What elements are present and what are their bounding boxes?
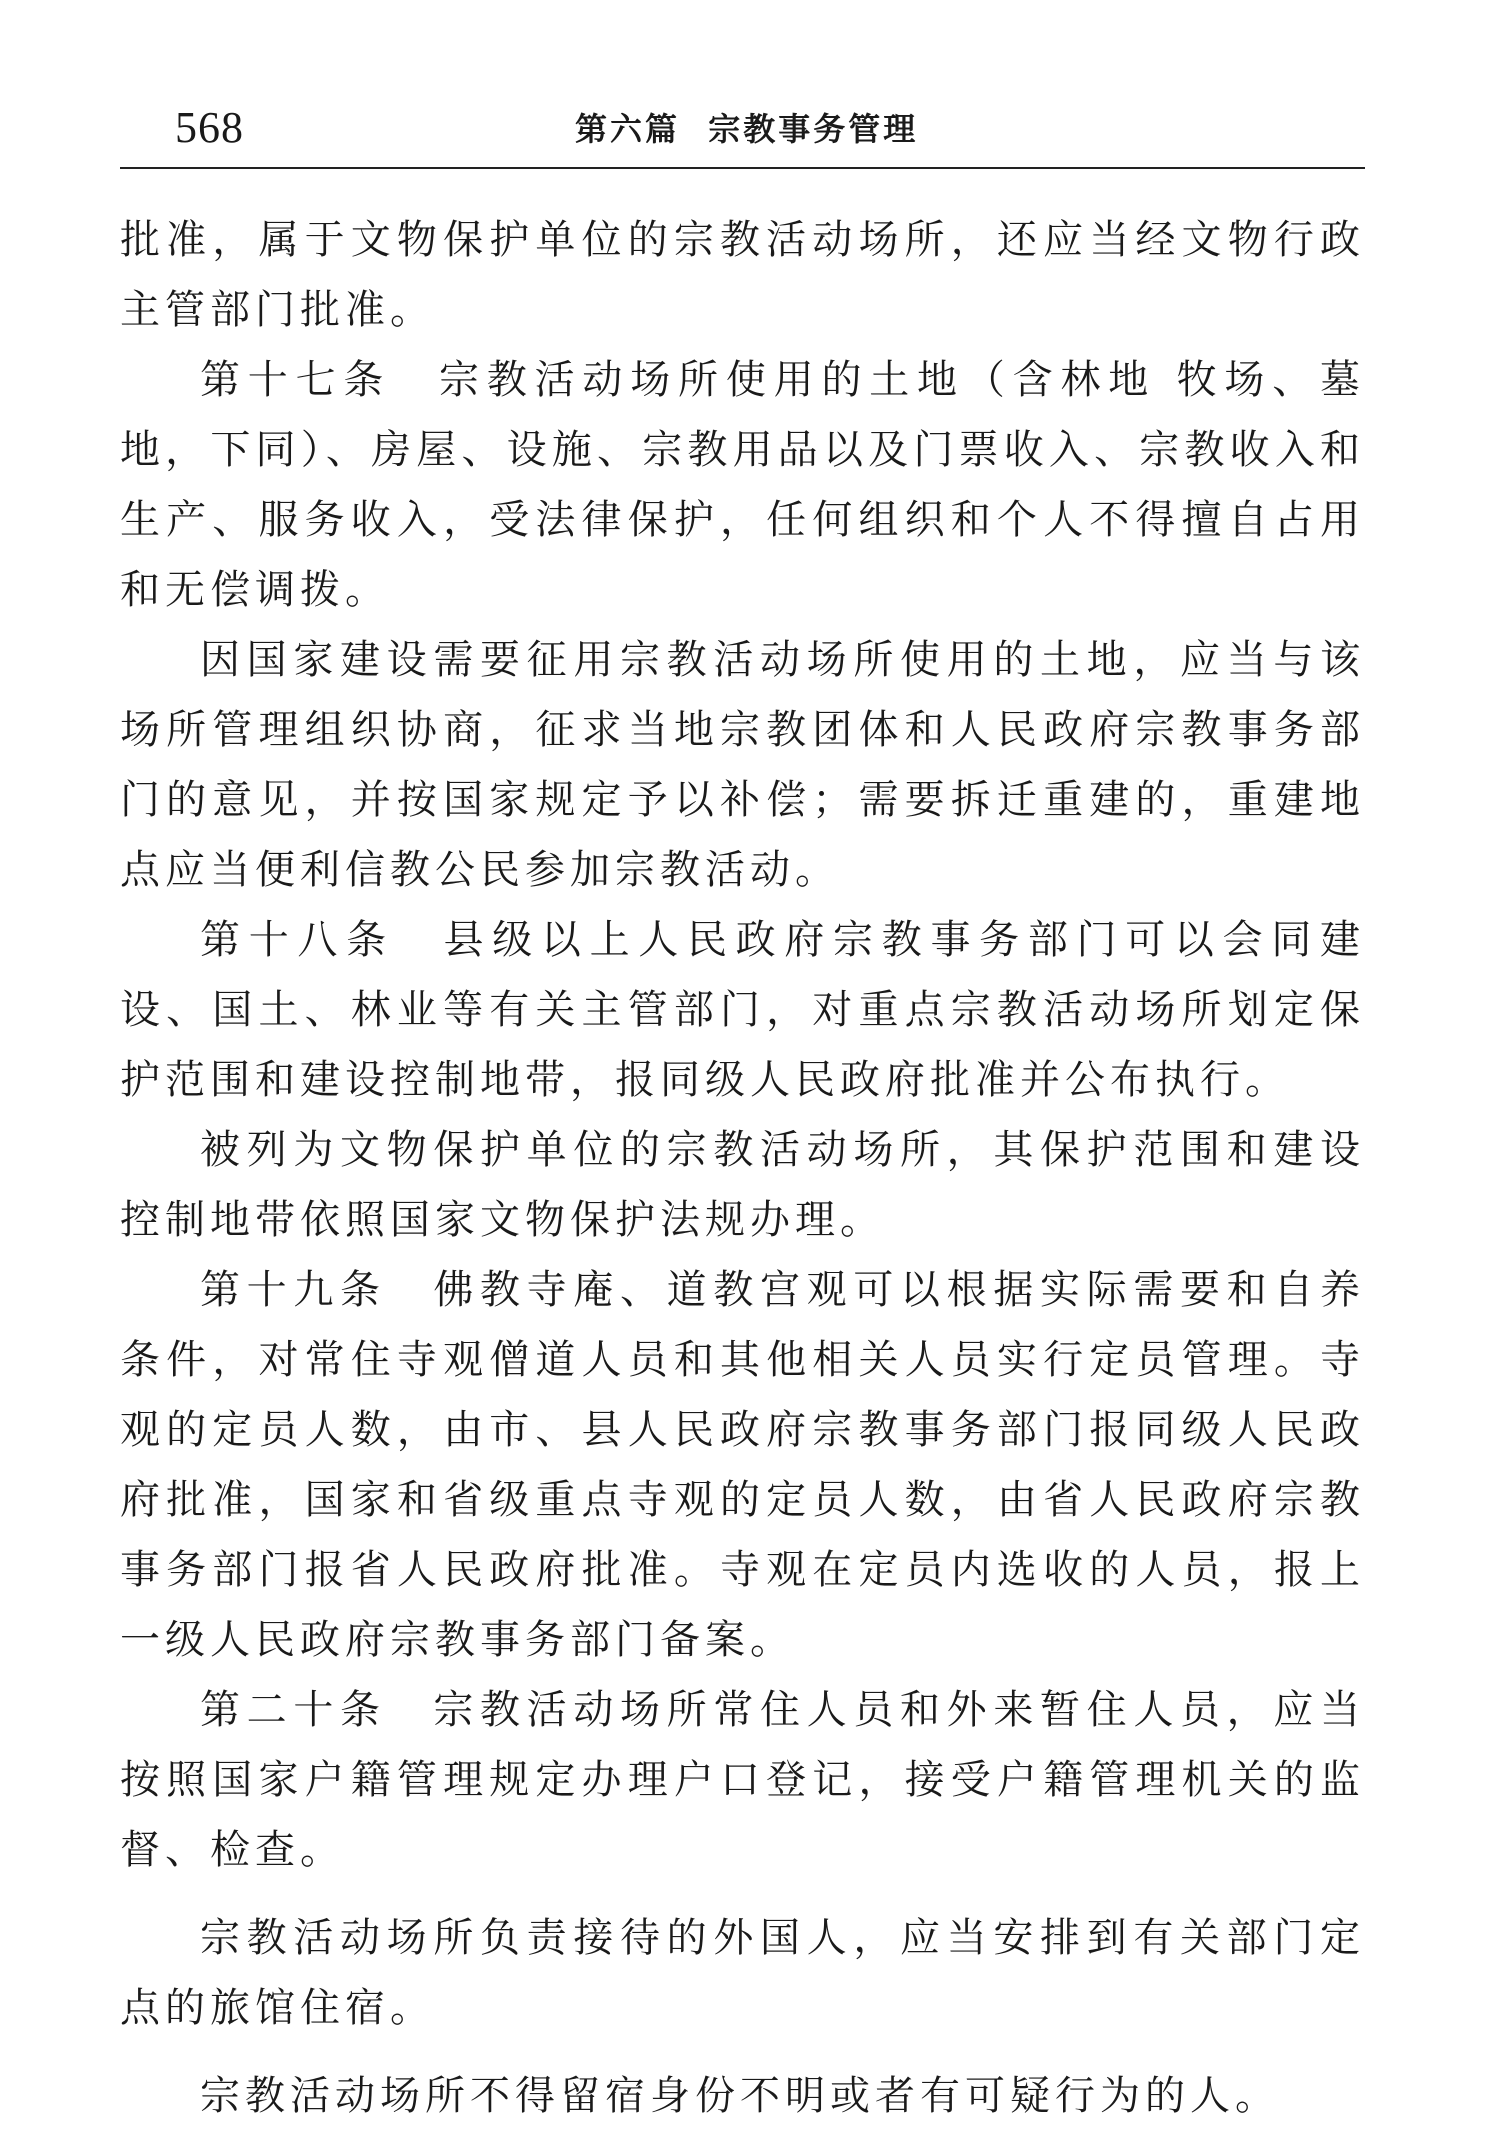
- running-title: 第六篇 宗教事务管理: [575, 110, 919, 148]
- article-19: [120, 1255, 1365, 1675]
- article-number: 第十九条: [200, 1267, 387, 1313]
- paragraph-text: 宗教活动场所不得留宿身份不明或者有可疑行为的人。: [200, 2073, 1280, 2119]
- paragraph-text: 佛教寺庵、道教宫观可以根据实际需要和自养条件，对常住寺观僧道人员和其他相关人员实行定员管理。寺观的定员人数，由市、县人民政府宗教事务部门报同级人民政府批准，国家和省级重点寺观的定员人数，由省人民政府宗教事务部门报省人民政府批准。寺观在定员内选收的人员，报上一级人民政府宗教事务部门备案。: [120, 1267, 1366, 1663]
- paragraph-text: 因国家建设需要征用宗教活动场所使用的土地，应当与该场所管理组织协商，征求当地宗教团体和人民政府宗教事务部门的意见，并按国家规定予以补偿；需要拆迁重建的，重建地点应当便利信教公民参加宗教活动。: [120, 637, 1365, 893]
- article-17: [120, 345, 1365, 625]
- article-number: 第二十条: [200, 1687, 387, 1733]
- body-text: [120, 205, 1365, 2131]
- article-17-paragraph-2: [120, 625, 1365, 905]
- article-number: 第十七条: [200, 357, 392, 403]
- article-18: [120, 905, 1365, 1115]
- paragraph-text: 宗教活动场所负责接待的外国人，应当安排到有关部门定点的旅馆住宿。: [120, 1915, 1365, 2031]
- paragraph-text: 宗教活动场所使用的土地（含林地 牧场、墓地，下同）、房屋、设施、宗教用品以及门票收入、宗教收入和生产、服务收入，受法律保护，任何组织和个人不得擅自占用和无偿调拨。: [120, 357, 1366, 613]
- paragraph-text: 被列为文物保护单位的宗教活动场所，其保护范围和建设控制地带依照国家文物保护法规办理。: [120, 1127, 1365, 1243]
- page-header: [120, 95, 1365, 165]
- article-20: [120, 1675, 1365, 1885]
- article-20-paragraph-3: [120, 2061, 1365, 2131]
- paragraph-text: 批准，属于文物保护单位的宗教活动场所，还应当经文物行政主管部门批准。: [120, 217, 1365, 333]
- page-number: 568: [175, 103, 244, 152]
- header-divider: [120, 167, 1365, 169]
- article-number: 第十八条: [200, 917, 395, 963]
- paragraph-text: 宗教活动场所常住人员和外来暂住人员，应当按照国家户籍管理规定办理户口登记，接受户籍管理机关的监督、检查。: [120, 1687, 1366, 1873]
- paragraph-continuation: [120, 205, 1365, 345]
- article-20-paragraph-2: [120, 1903, 1365, 2043]
- paragraph-text: 县级以上人民政府宗教事务部门可以会同建设、国土、林业等有关主管部门，对重点宗教活动场所划定保护范围和建设控制地带，报同级人民政府批准并公布执行。: [120, 917, 1366, 1103]
- article-18-paragraph-2: [120, 1115, 1365, 1255]
